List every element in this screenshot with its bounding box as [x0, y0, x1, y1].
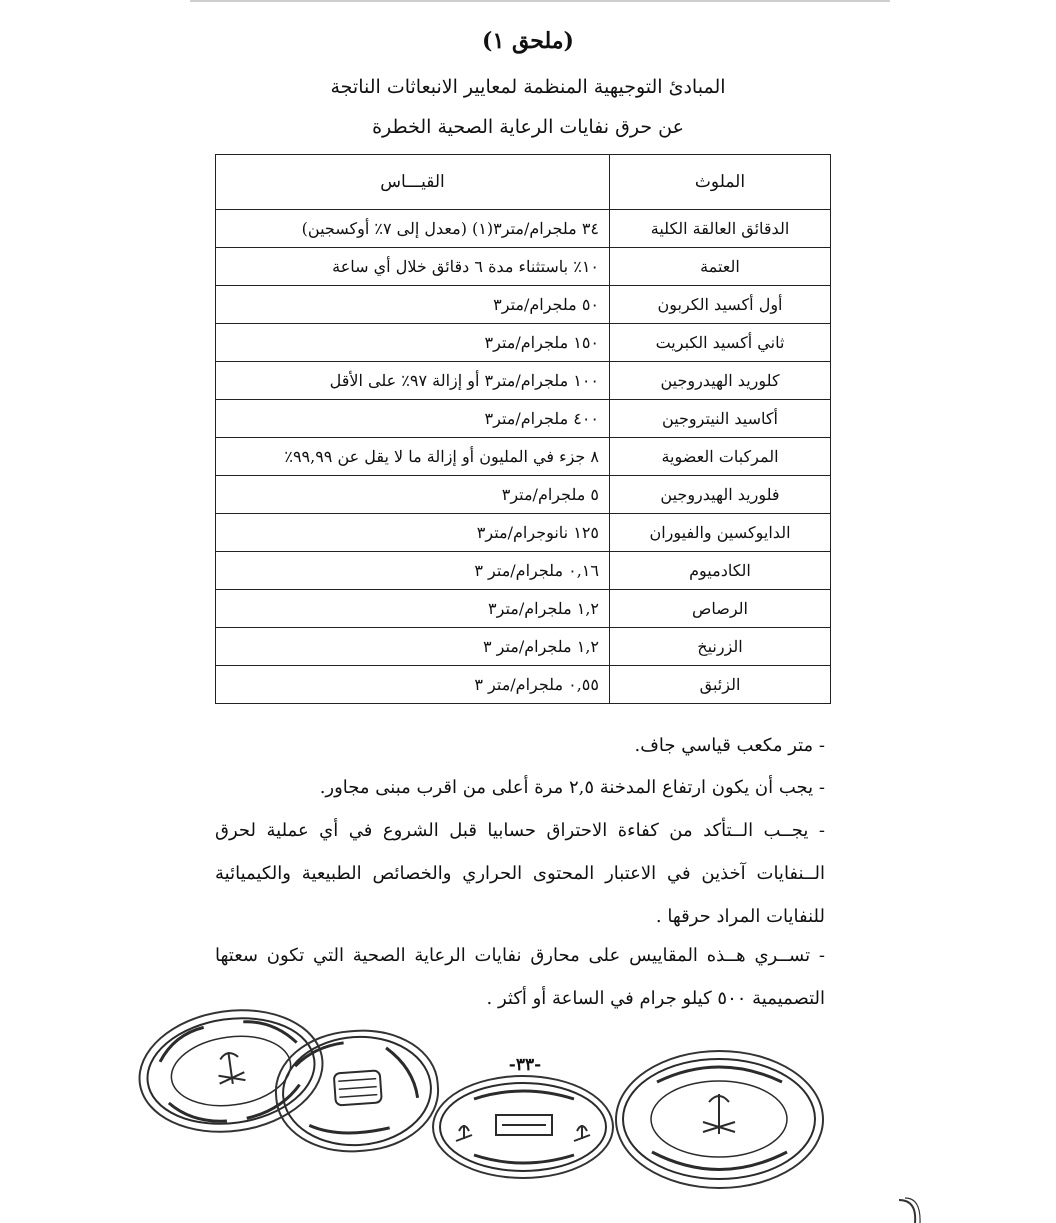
measure-cell: ٤٠٠ ملجرام/متر٣	[216, 400, 610, 438]
pollutant-header: الملوث	[610, 155, 831, 210]
pollutant-cell: ثاني أكسيد الكبريت	[610, 324, 831, 362]
measure-cell: ٥ ملجرام/متر٣	[216, 476, 610, 514]
pollutant-cell: أكاسيد النيتروجين	[610, 400, 831, 438]
table-row	[216, 286, 831, 324]
note-item: - يجب أن يكون ارتفاع المدخنة ٢,٥ مرة أعلى من اقرب مبنى مجاور.	[319, 777, 825, 798]
pollutant-cell: كلوريد الهيدروجين	[610, 362, 831, 400]
measure-cell: ١٠٪ باستثناء مدة ٦ دقائق خلال أي ساعة	[216, 248, 610, 286]
note-item: - يجــب الــتأكد من كفاءة الاحتراق حسابيا قبل الشروع في أي عملية لحرق الــنفايات آخذين في الاعتبار المحتوى الحراري والخصائص الطبيعية والكيميائية للنفايات المراد حرقها .	[215, 820, 825, 927]
bottom-corner-mark	[895, 1196, 925, 1223]
pollutant-cell: أول أكسيد الكربون	[610, 286, 831, 324]
measure-cell: ١,٢ ملجرام/متر٣	[216, 590, 610, 628]
table-row	[216, 400, 831, 438]
table-row	[216, 362, 831, 400]
corner-check-mark	[0, 0, 60, 24]
measure-header: القيـــاس	[216, 155, 610, 210]
measure-cell: ٨ جزء في المليون أو إزالة ما لا يقل عن ٩٩,٩٩٪	[216, 438, 610, 476]
center-seal-stamp	[432, 1075, 614, 1179]
note-item: - تســري هــذه المقاييس على محارق نفايات الرعاية الصحية التي تكون سعتها التصميمية ٥٠٠ كيلو جرام في الساعة أو أكثر .	[215, 945, 825, 1009]
table-row	[216, 666, 831, 704]
table-header-row	[216, 155, 831, 210]
table-row	[216, 552, 831, 590]
pollutant-cell: المركبات العضوية	[610, 438, 831, 476]
note-item: - متر مكعب قياسي جاف.	[634, 735, 825, 756]
pollutant-cell: الكادميوم	[610, 552, 831, 590]
table-row	[216, 628, 831, 666]
document-subtitle-line1: المبادئ التوجيهية المنظمة لمعايير الانبعاثات الناتجة	[330, 76, 726, 98]
table-row	[216, 324, 831, 362]
measure-cell: ٠,١٦ ملجرام/متر ٣	[216, 552, 610, 590]
annex-title: (ملحق ١)	[482, 28, 574, 54]
measure-cell: ١٥٠ ملجرام/متر٣	[216, 324, 610, 362]
pollutant-cell: فلوريد الهيدروجين	[610, 476, 831, 514]
measure-cell: ١٢٥ نانوجرام/متر٣	[216, 514, 610, 552]
table-row	[216, 590, 831, 628]
document-subtitle-line2: عن حرق نفايات الرعاية الصحية الخطرة	[372, 116, 684, 138]
table-row	[216, 210, 831, 248]
measure-cell: ٠,٥٥ ملجرام/متر ٣	[216, 666, 610, 704]
emission-standards-table	[215, 154, 831, 704]
measure-cell: ٣٤ ملجرام/متر٣(١) (معدل إلى ٧٪ أوكسجين)	[216, 210, 610, 248]
measure-cell: ٥٠ ملجرام/متر٣	[216, 286, 610, 324]
pollutant-cell: الرصاص	[610, 590, 831, 628]
pollutant-cell: الزئبق	[610, 666, 831, 704]
right-seal-stamp	[615, 1050, 824, 1189]
table-row	[216, 476, 831, 514]
pollutant-cell: العتمة	[610, 248, 831, 286]
notes-section	[215, 735, 825, 1026]
pollutant-cell: الدقائق العالقة الكلية	[610, 210, 831, 248]
top-edge-line	[190, 0, 890, 2]
table-row	[216, 438, 831, 476]
table-row	[216, 514, 831, 552]
measure-cell: ١٠٠ ملجرام/متر٣ أو إزالة ٩٧٪ على الأقل	[216, 362, 610, 400]
table-row	[216, 248, 831, 286]
measure-cell: ١,٢ ملجرام/متر ٣	[216, 628, 610, 666]
pollutant-cell: الدايوكسين والفيوران	[610, 514, 831, 552]
pollutant-cell: الزرنيخ	[610, 628, 831, 666]
page-number: -٣٣-	[508, 1055, 542, 1075]
